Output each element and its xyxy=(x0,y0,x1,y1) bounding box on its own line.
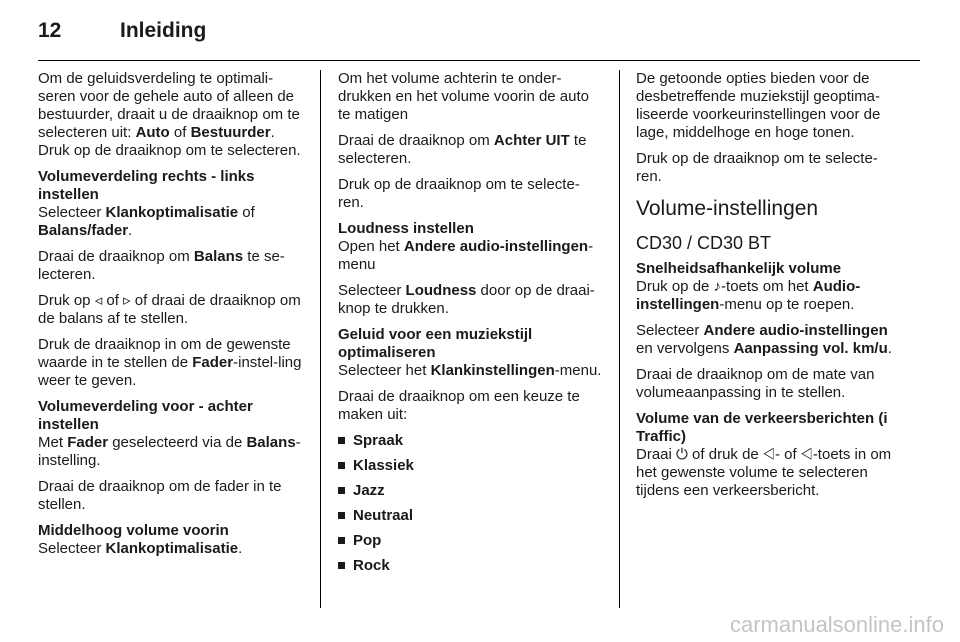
paragraph: Met Fader geselecteerd via de Balans-instelling. xyxy=(38,434,301,469)
subheading: Geluid voor een muziekstijl optimaliseren xyxy=(338,326,533,361)
subheading: Middelhoog volume voorin xyxy=(38,522,229,539)
volume-down-icon: ◁ xyxy=(800,446,813,463)
paragraph: Draai de draaiknop om de mate van volumeaanpassing in te stellen. xyxy=(636,366,875,401)
paragraph: Selecteer Klankoptimalisatie of Balans/fader. xyxy=(38,204,255,239)
paragraph: Draai de draaiknop om Balans te se-lecteren. xyxy=(38,248,285,283)
list-item: Spraak xyxy=(338,432,604,450)
column-3 xyxy=(636,70,902,508)
paragraph: Selecteer Klankoptimalisatie. xyxy=(38,540,243,557)
page-header xyxy=(38,19,207,43)
column-2 xyxy=(338,70,604,582)
subheading: Loudness instellen xyxy=(338,220,474,237)
page-title: Inleiding xyxy=(120,19,207,42)
subheading: Volumeverdeling rechts - links instellen xyxy=(38,168,255,203)
volume-up-icon: ◁ xyxy=(762,446,775,463)
paragraph: Druk op de draaiknop om te selecte-ren. xyxy=(338,176,580,211)
bullet-icon xyxy=(338,487,345,494)
style-list xyxy=(338,432,604,575)
paragraph: Druk op ◃ of ▹ of draai de draaiknop om de balans af te stellen. xyxy=(38,292,301,327)
subheading: Snelheidsafhankelijk volume xyxy=(636,260,842,277)
paragraph: Om het volume achterin te onder-drukken en het volume voorin de auto te matigen xyxy=(338,70,589,123)
subheading: Volume van de verkeersberichten (i Traffic) xyxy=(636,410,888,445)
paragraph: Draai de draaiknop om Achter UIT te selecteren. xyxy=(338,132,587,167)
watermark: carmanualsonline.info xyxy=(729,612,944,637)
paragraph: Om de geluidsverdeling te optimali-seren voor de gehele auto of alleen de bestuurder, draait u de draaiknop om te selecteren uit: Auto of Bestuurder. Druk op de draaiknop om te selecteren. xyxy=(38,70,301,159)
music-note-icon: ♪ xyxy=(713,278,722,295)
paragraph: Selecteer Loudness door op de draai-knop te drukken. xyxy=(338,282,595,317)
list-item: Rock xyxy=(338,557,604,575)
paragraph: De getoonde opties bieden voor de desbetreffende muziekstijl geoptima-liseerde voorkeurinstellingen voor de lage, middelhoge en hoge tonen. xyxy=(636,70,881,141)
bullet-icon xyxy=(338,437,345,444)
paragraph: Selecteer Andere audio-instellingen en vervolgens Aanpassing vol. km/u. xyxy=(636,322,892,357)
page-number: 12 xyxy=(38,19,62,42)
subheading: Volumeverdeling voor - achter instellen xyxy=(38,398,253,433)
paragraph: Draai de draaiknop om de fader in te stellen. xyxy=(38,478,282,513)
bullet-icon xyxy=(338,537,345,544)
paragraph: Draai de draaiknop om een keuze te maken uit: xyxy=(338,388,580,423)
power-icon: ⏻ xyxy=(676,446,688,463)
list-item: Jazz xyxy=(338,482,604,500)
paragraph: Open het Andere audio-instellingen-menu xyxy=(338,238,594,273)
paragraph: Druk op de ♪-toets om het Audio-instellingen-menu op te roepen. xyxy=(636,278,861,313)
list-item: Klassiek xyxy=(338,457,604,475)
paragraph: Selecteer het Klankinstellingen-menu. xyxy=(338,362,602,379)
section-heading: Volume-instellingen xyxy=(636,197,819,220)
column-divider xyxy=(320,70,321,608)
header-rule xyxy=(38,60,920,61)
column-1 xyxy=(38,70,304,566)
list-item: Pop xyxy=(338,532,604,550)
subsection-heading: CD30 / CD30 BT xyxy=(636,233,772,253)
bullet-icon xyxy=(338,512,345,519)
paragraph: Druk op de draaiknop om te selecte-ren. xyxy=(636,150,878,185)
paragraph: Druk de draaiknop in om de gewenste waarde in te stellen de Fader-instel-ling weer te geven. xyxy=(38,336,302,389)
list-item: Neutraal xyxy=(338,507,604,525)
bullet-icon xyxy=(338,562,345,569)
bullet-icon xyxy=(338,462,345,469)
column-divider xyxy=(619,70,620,608)
paragraph: Draai ⏻ of druk de ◁- of ◁-toets in om het gewenste volume te selecteren tijdens een verkeersbericht. xyxy=(636,446,892,499)
